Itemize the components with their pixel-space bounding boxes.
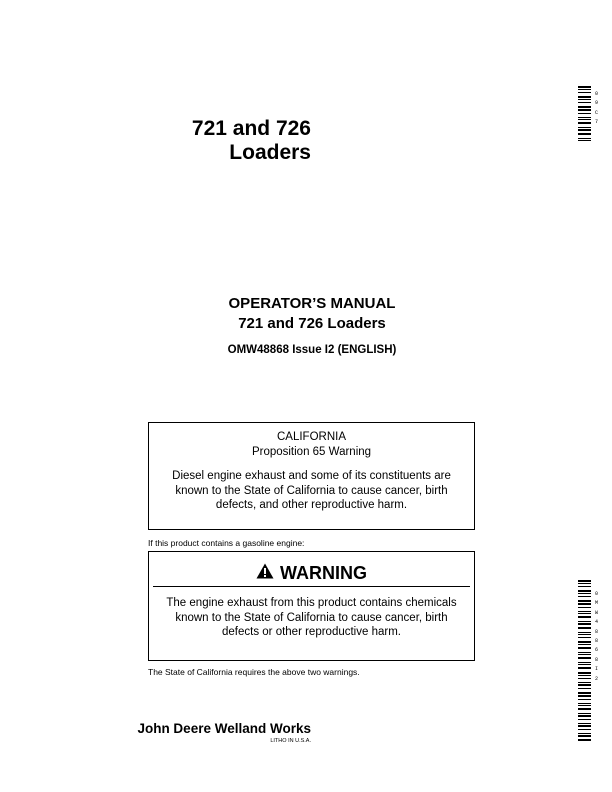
barcode-top-characters [595,90,598,128]
barcode-bottom-char: W [595,609,599,616]
prop65-heading-california: CALIFORNIA [276,431,346,443]
barcode-bottom-char: I [595,666,599,673]
barcode-bottom-char: 0 [595,591,599,597]
barcode-top-char: C [595,109,599,116]
barcode-top-char: 9 [595,100,599,107]
warning-divider [153,586,470,587]
barcode-bottom [578,580,591,744]
gasoline-engine-note: If this product contains a gasoline engine: [148,538,305,548]
barcode-bottom-char: 6 [595,647,599,654]
document-title-line-1: 721 and 726 [191,117,311,140]
prop65-text: Diesel engine exhaust and some of its constituents are known to the State of California to cause cancer, birth defects, and other reproductive harm. [172,470,451,511]
manual-code: OMW48868 Issue I2 (ENGLISH) [227,344,397,356]
gasoline-warning-box [148,551,475,661]
barcode-bottom-char: 8 [595,638,599,645]
requirement-note: The State of California requires the above two warnings. [148,667,360,677]
warning-heading: WARNING [280,563,367,583]
barcode-bottom-characters [595,590,598,684]
barcode-top-char: 7 [595,119,599,126]
manual-title: OPERATOR’S MANUAL [228,295,396,312]
warning-text: The engine exhaust from this product contains chemicals known to the State of California to cause cancer, birth defects or other reproductive harm. [166,597,457,638]
manual-subtitle: 721 and 726 Loaders [238,315,386,332]
prop65-heading-proposition: Proposition 65 Warning [251,445,372,458]
barcode-top-char: 0 [595,91,599,97]
barcode-gap [578,741,591,744]
barcode-top [578,86,591,143]
barcode-gap [578,141,591,143]
document-title-line-2: Loaders [229,141,311,164]
prop65-warning-box [148,422,475,530]
barcode-bottom-char: 8 [595,656,599,663]
company-name: John Deere Welland Works [137,721,311,736]
barcode-bottom-char: 8 [595,628,599,635]
litho-note: LITHO IN U.S.A. [270,738,311,744]
barcode-bottom-char: M [595,600,599,607]
warning-triangle-icon [256,562,274,584]
warning-heading-row [149,562,474,584]
barcode-bottom-char: 2 [595,675,599,682]
barcode-bottom-char: 4 [595,619,599,626]
